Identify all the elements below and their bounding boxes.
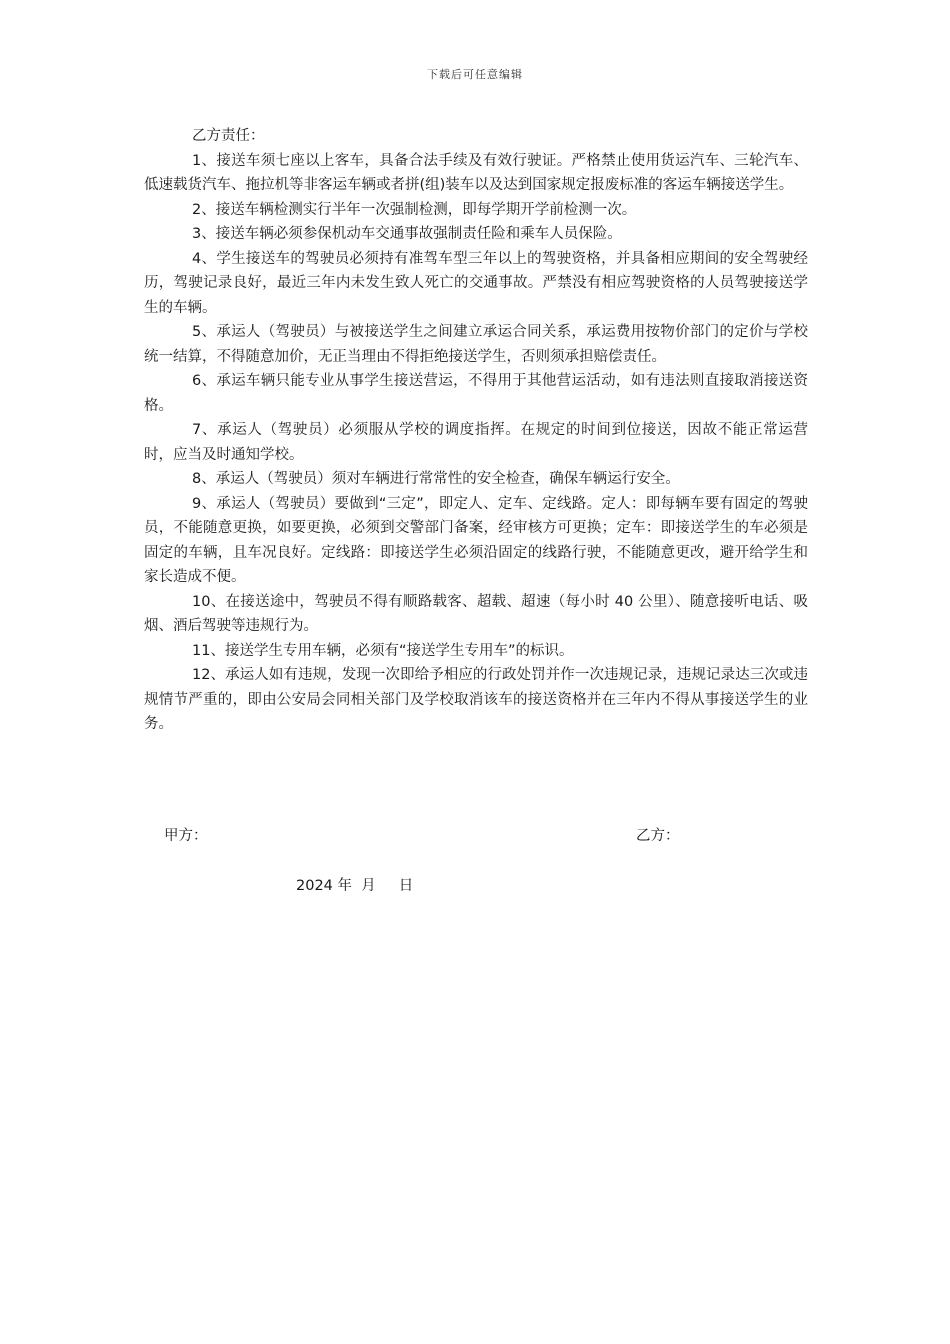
document-body [144, 124, 808, 737]
date-line: 2024 年 月 日 [296, 878, 414, 894]
paragraph-6: 6、承运车辆只能专业从事学生接送营运，不得用于其他营运活动，如有违法则直接取消接送资格。 [144, 373, 808, 414]
paragraph-7: 7、承运人（驾驶员）必须服从学校的调度指挥。在规定的时间到位接送，因故不能正常运营时，应当及时通知学校。 [144, 422, 808, 463]
paragraph-10: 10、在接送途中，驾驶员不得有顺路载客、超载、超速（每小时 40 公里）、随意接听电话、吸烟、酒后驾驶等违规行为。 [144, 593, 808, 634]
header-note: 下载后可任意编辑 [427, 68, 523, 81]
party-b-signature: 乙方： [636, 828, 680, 844]
paragraph-4: 4、学生接送车的驾驶员必须持有准驾车型三年以上的驾驶资格，并具备相应期间的安全驾驶经历，驾驶记录良好，最近三年内未发生致人死亡的交通事故。严禁没有相应驾驶资格的人员驾驶接送学生的车辆。 [144, 250, 808, 316]
paragraph-11: 11、接送学生专用车辆，必须有“接送学生专用车”的标识。 [192, 642, 574, 659]
paragraph-5: 5、承运人（驾驶员）与被接送学生之间建立承运合同关系，承运费用按物价部门的定价与学校统一结算，不得随意加价，无正当理由不得拒绝接送学生，否则须承担赔偿责任。 [144, 324, 808, 365]
section-heading: 乙方责任： [192, 128, 265, 144]
paragraph-3: 3、接送车辆必须参保机动车交通事故强制责任险和乘车人员保险。 [192, 226, 622, 242]
paragraph-12: 12、承运人如有违规，发现一次即给予相应的行政处罚并作一次违规记录，违规记录达三次或违规情节严重的，即由公安局会同相关部门及学校取消该车的接送资格并在三年内不得从事接送学生的业务。 [144, 667, 808, 732]
party-a-signature: 甲方： [164, 828, 208, 844]
paragraph-8: 8、承运人（驾驶员）须对车辆进行常常性的安全检查，确保车辆运行安全。 [192, 471, 680, 487]
paragraph-9: 9、承运人（驾驶员）要做到“三定”，即定人、定车、定线路。定人：即每辆车要有固定的驾驶员，不能随意更换，如要更换，必须到交警部门备案，经审核方可更换；定车：即接送学生的车必须是固定的车辆，且车况良好。定线路：即接送学生必须沿固定的线路行驶，不能随意更改，避开给学生和家长造成不便。 [144, 495, 808, 585]
paragraph-1: 1、接送车须七座以上客车，具备合法手续及有效行驶证。严格禁止使用货运汽车、三轮汽车、低速载货汽车、拖拉机等非客运车辆或者拼(组)装车以及达到国家规定报废标准的客运车辆接送学生。 [144, 152, 808, 193]
paragraph-2: 2、接送车辆检测实行半年一次强制检测，即每学期开学前检测一次。 [192, 201, 637, 218]
